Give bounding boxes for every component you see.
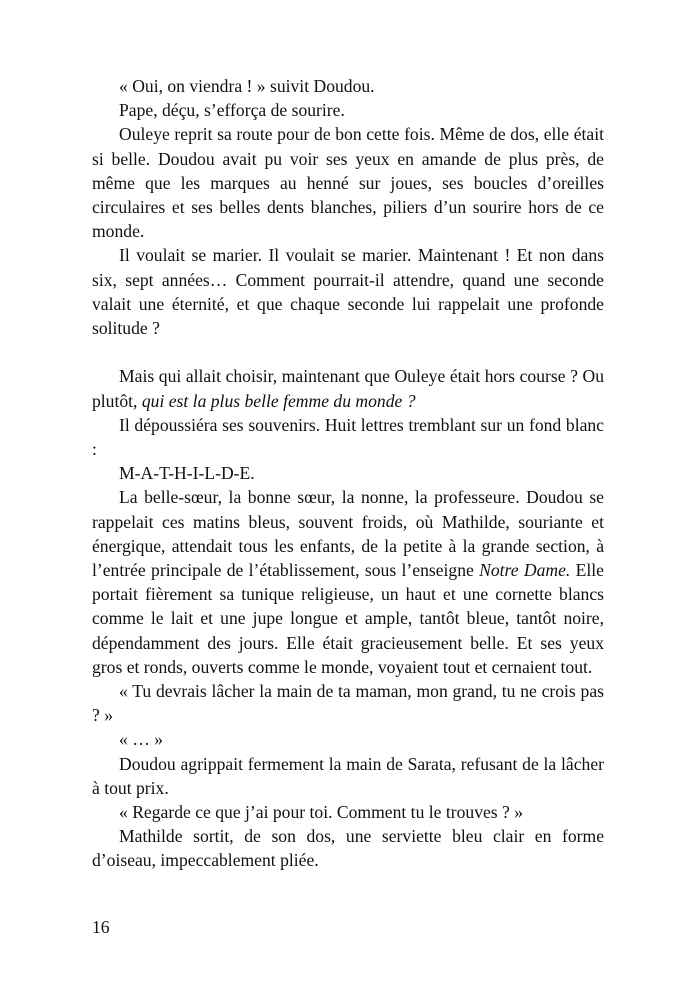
italic-phrase: qui est la plus belle femme du monde ? bbox=[141, 390, 416, 411]
paragraph-text: Elle portait fièrement sa tunique religieuse, un haut et une cornette blancs comme le lait et une jupe longue et ample, tantôt bleue, tantôt noire, dépendamment des jours. Elle était gracieusement belle. Et ses yeux gros et ronds, ouverts comme le monde, voyaient tout et cernaient tout. bbox=[92, 560, 604, 677]
body-text bbox=[92, 74, 604, 873]
paragraph: Il dépoussiéra ses souvenirs. Huit lettres tremblant sur un fond blanc : bbox=[92, 414, 604, 460]
paragraph bbox=[92, 364, 604, 412]
paragraph: Doudou agrippait fermement la main de Sarata, refusant de la lâcher à tout prix. bbox=[92, 753, 604, 798]
section-break bbox=[92, 340, 604, 364]
paragraph: Il voulait se marier. Il voulait se marier. Maintenant ! Et non dans six, sept années… Comment pourrait-il attendre, quand une seconde valait une éternité, et que chaque seconde lui rappelait une profonde solitude ? bbox=[92, 245, 604, 339]
paragraph: Mathilde sortit, de son dos, une serviette bleu clair en forme d’oiseau, impeccablement pliée. bbox=[92, 826, 604, 871]
paragraph: « Oui, on viendra ! » suivit Doudou. bbox=[119, 76, 375, 96]
paragraph: « Tu devrais lâcher la main de ta maman, mon grand, tu ne crois pas ? » bbox=[92, 681, 604, 726]
paragraph: « … » bbox=[119, 729, 163, 750]
italic-phrase: Notre Dame. bbox=[479, 560, 571, 581]
paragraph-text: Mais qui allait choisir, maintenant que Ouleye était hors course ? Ou plutôt, bbox=[92, 366, 604, 411]
paragraph: Ouleye reprit sa route pour de bon cette fois. Même de dos, elle était si belle. Doudou avait pu voir ses yeux en amande de plus près, de même que les marques au henné sur joues, ses boucles d’oreilles circulaires et ses belles dents blanches, piliers d’un sourire hors de ce monde. bbox=[92, 124, 604, 242]
paragraph bbox=[92, 485, 604, 679]
page-number: 16 bbox=[92, 917, 110, 937]
paragraph: Pape, déçu, s’efforça de sourire. bbox=[119, 100, 345, 121]
paragraph: « Regarde ce que j’ai pour toi. Comment tu le trouves ? » bbox=[119, 802, 524, 823]
paragraph: M-A-T-H-I-L-D-E. bbox=[119, 463, 255, 484]
paragraph-text: La belle-sœur, la bonne sœur, la nonne, la professeure. Doudou se rappelait ces matins bleus, souvent froids, où Mathilde, souriante et énergique, attendait tous les enfants, de la petite à la grande section, à l’entrée principale de l’établissement, sous l’enseigne bbox=[92, 487, 604, 581]
